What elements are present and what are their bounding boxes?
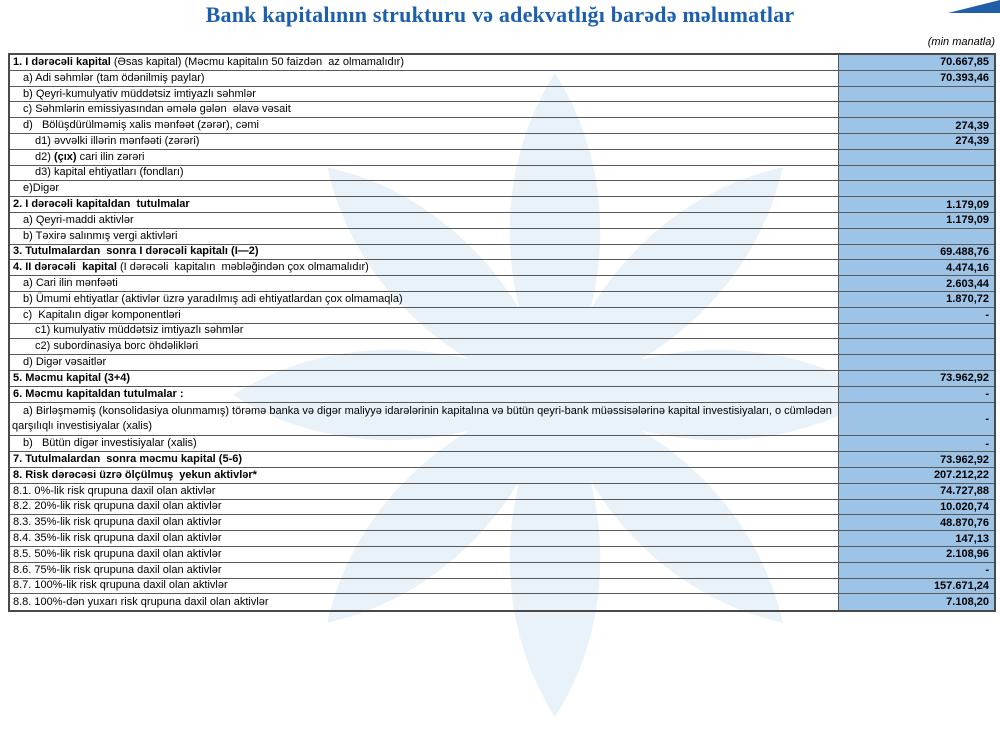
- row-label: [10, 547, 838, 562]
- table-row: [10, 213, 994, 229]
- row-label: [10, 55, 838, 70]
- row-value: 2.603,44: [838, 276, 994, 291]
- row-value: [838, 150, 994, 165]
- row-label-text: 8.7. 100%-lik risk qrupuna daxil olan aktivlər: [13, 579, 228, 592]
- row-label-text: (çıx): [53, 150, 77, 163]
- row-label-text: a) Adi səhmlər (tam ödənilmiş paylar): [23, 71, 205, 84]
- row-label: [10, 308, 838, 323]
- row-label-text: a) Birləşməmiş (konsolidasiya olunmamış) törəmə banka və digər maliyyə idarələrinin kapitalına və bütün qeyri-bank müəssisələrinə kapital investisiyaları, o cümlədən qarşılıqlı investisiyalar (xalis): [12, 404, 832, 432]
- row-value: -: [838, 563, 994, 578]
- table-row: [10, 387, 994, 403]
- table-row: [10, 594, 994, 610]
- row-label: [10, 484, 838, 499]
- row-value: 74.727,88: [838, 484, 994, 499]
- table-row: [10, 134, 994, 150]
- row-label-text: d) Digər vəsaitlər: [23, 356, 107, 369]
- table-row: [10, 531, 994, 547]
- row-value: -: [838, 308, 994, 323]
- row-value: [838, 324, 994, 339]
- row-label-text: d3) kapital ehtiyatları (fondları): [35, 166, 184, 179]
- table-row: [10, 260, 994, 276]
- row-label-text: 3. Tutulmalardan sonra I dərəcəli kapitalı (I—2): [13, 245, 259, 258]
- table-row: [10, 515, 994, 531]
- row-value: 69.488,76: [838, 245, 994, 260]
- table-row: [10, 339, 994, 355]
- table-row: [10, 102, 994, 118]
- table-row: [10, 468, 994, 484]
- table-row: [10, 484, 994, 500]
- row-label: [10, 118, 838, 133]
- row-value: 1.179,09: [838, 197, 994, 212]
- row-label-text: c) Kapitalın digər komponentləri: [23, 308, 181, 321]
- table-row: [10, 452, 994, 468]
- row-label: [10, 245, 838, 260]
- row-label: [10, 403, 838, 436]
- row-label: [10, 213, 838, 228]
- row-value: 207.212,22: [838, 468, 994, 483]
- table-row: [10, 355, 994, 371]
- row-label: [10, 531, 838, 546]
- row-label-text: c2) subordinasiya borc öhdəlikləri: [35, 340, 199, 353]
- row-value: [838, 87, 994, 102]
- table-row: [10, 181, 994, 197]
- row-label-text: 8. Risk dərəcəsi üzrə ölçülmuş yekun aktivlər*: [13, 468, 257, 481]
- row-value: 4.474,16: [838, 260, 994, 275]
- row-value: 1.179,09: [838, 213, 994, 228]
- row-label: [10, 515, 838, 530]
- table-row: [10, 403, 994, 437]
- row-label: [10, 324, 838, 339]
- row-value: 48.870,76: [838, 515, 994, 530]
- row-label: [10, 134, 838, 149]
- row-label: [10, 500, 838, 515]
- table-row: [10, 371, 994, 387]
- table-row: [10, 71, 994, 87]
- row-label: [10, 452, 838, 467]
- row-label-text: 8.5. 50%-lik risk qrupuna daxil olan aktivlər: [13, 547, 222, 560]
- row-value: [838, 166, 994, 181]
- row-label: [10, 166, 838, 181]
- table-row: [10, 308, 994, 324]
- row-value: [838, 339, 994, 354]
- table-row: [10, 436, 994, 452]
- row-label: [10, 229, 838, 244]
- table-row: [10, 324, 994, 340]
- row-label-text: 1. I dərəcəli kapital: [13, 55, 114, 68]
- table-row: [10, 87, 994, 103]
- row-value: -: [838, 387, 994, 402]
- row-label-text: b) Bütün digər investisiyalar (xalis): [23, 437, 197, 450]
- row-label-text: 5. Məcmu kapital (3+4): [13, 371, 131, 384]
- row-label-text: d2): [35, 150, 54, 163]
- row-value: 73.962,92: [838, 371, 994, 386]
- row-value: 147,13: [838, 531, 994, 546]
- row-label: [10, 71, 838, 86]
- capital-table: [8, 53, 996, 612]
- row-label: [10, 292, 838, 307]
- row-label: [10, 563, 838, 578]
- row-label-text: (I dərəcəli kapitalın məbləğindən çox olmamalıdır): [120, 261, 369, 274]
- table-row: [10, 55, 994, 71]
- unit-note: (min manatla): [927, 36, 995, 48]
- row-label-text: b) Təxirə salınmış vergi aktivləri: [23, 229, 178, 242]
- row-label: [10, 260, 838, 275]
- row-label-text: 6. Məcmu kapitaldan tutulmalar :: [13, 387, 184, 400]
- table-row: [10, 245, 994, 261]
- row-label-text: 7. Tutulmalardan sonra məcmu kapital (5-6): [13, 453, 243, 466]
- row-label-text: a) Cari ilin mənfəəti: [23, 277, 118, 290]
- table-row: [10, 150, 994, 166]
- row-value: -: [838, 436, 994, 451]
- row-label: [10, 87, 838, 102]
- row-value: 2.108,96: [838, 547, 994, 562]
- table-row: [10, 229, 994, 245]
- row-label: [10, 181, 838, 196]
- row-value: -: [838, 403, 994, 436]
- row-label: [10, 276, 838, 291]
- row-label-text: a) Qeyri-maddi aktivlər: [23, 213, 134, 226]
- row-label: [10, 387, 838, 402]
- row-value: 7.108,20: [838, 594, 994, 610]
- row-label-text: d) Bölüşdürülməmiş xalis mənfəət (zərər), cəmi: [23, 119, 259, 132]
- row-value: [838, 229, 994, 244]
- row-label-text: 4. II dərəcəli kapital: [13, 261, 120, 274]
- row-value: 274,39: [838, 134, 994, 149]
- row-label: [10, 150, 838, 165]
- row-value: 10.020,74: [838, 500, 994, 515]
- row-label-text: d1) əvvəlki illərin mənfəəti (zərəri): [35, 134, 200, 147]
- row-label: [10, 371, 838, 386]
- row-label-text: 8.3. 35%-lik risk qrupuna daxil olan aktivlər: [13, 516, 222, 529]
- row-label: [10, 102, 838, 117]
- table-row: [10, 500, 994, 516]
- row-value: [838, 355, 994, 370]
- row-label: [10, 436, 838, 451]
- table-row: [10, 579, 994, 595]
- table-row: [10, 547, 994, 563]
- row-label-text: 2. I dərəcəli kapitaldan tutulmalar: [13, 198, 190, 211]
- table-row: [10, 292, 994, 308]
- row-label-text: 8.1. 0%-lik risk qrupuna daxil olan aktivlər: [13, 484, 216, 497]
- table-row: [10, 118, 994, 134]
- row-label-text: 8.2. 20%-lik risk qrupuna daxil olan aktivlər: [13, 500, 222, 513]
- row-label-text: 8.8. 100%-dən yuxarı risk qrupuna daxil olan aktivlər: [13, 595, 269, 608]
- row-value: 73.962,92: [838, 452, 994, 467]
- row-value: [838, 102, 994, 117]
- row-label: [10, 579, 838, 594]
- table-row: [10, 276, 994, 292]
- row-value: 70.667,85: [838, 55, 994, 70]
- row-label: [10, 339, 838, 354]
- row-label-text: b) Ümumi ehtiyatlar (aktivlər üzrə yaradılmış adi ehtiyatlardan çox olmamaqla): [23, 292, 403, 305]
- row-label-text: 8.6. 75%-lik risk qrupuna daxil olan aktivlər: [13, 563, 222, 576]
- row-label: [10, 355, 838, 370]
- row-value: 1.870,72: [838, 292, 994, 307]
- row-value: 70.393,46: [838, 71, 994, 86]
- row-label: [10, 197, 838, 212]
- row-value: [838, 181, 994, 196]
- row-label-text: (Əsas kapital) (Məcmu kapitalın 50 faizdən az olmamalıdır): [113, 55, 404, 68]
- row-label-text: 8.4. 35%-lik risk qrupuna daxil olan aktivlər: [13, 532, 222, 545]
- row-value: 274,39: [838, 118, 994, 133]
- row-label-text: cari ilin zərəri: [76, 150, 145, 163]
- table-row: [10, 166, 994, 182]
- row-label-text: e)Digər: [23, 182, 60, 195]
- row-label-text: b) Qeyri-kumulyativ müddətsiz imtiyazlı səhmlər: [23, 87, 256, 100]
- row-label-text: c1) kumulyativ müddətsiz imtiyazlı səhmlər: [35, 324, 244, 337]
- row-value: 157.671,24: [838, 579, 994, 594]
- row-label: [10, 468, 838, 483]
- table-row: [10, 563, 994, 579]
- table-row: [10, 197, 994, 213]
- row-label: [10, 594, 838, 610]
- row-label-text: c) Səhmlərin emissiyasından əmələ gələn əlavə vəsait: [23, 103, 291, 116]
- page-title: Bank kapitalının strukturu və adekvatlığı barədə məlumatlar: [205, 2, 795, 27]
